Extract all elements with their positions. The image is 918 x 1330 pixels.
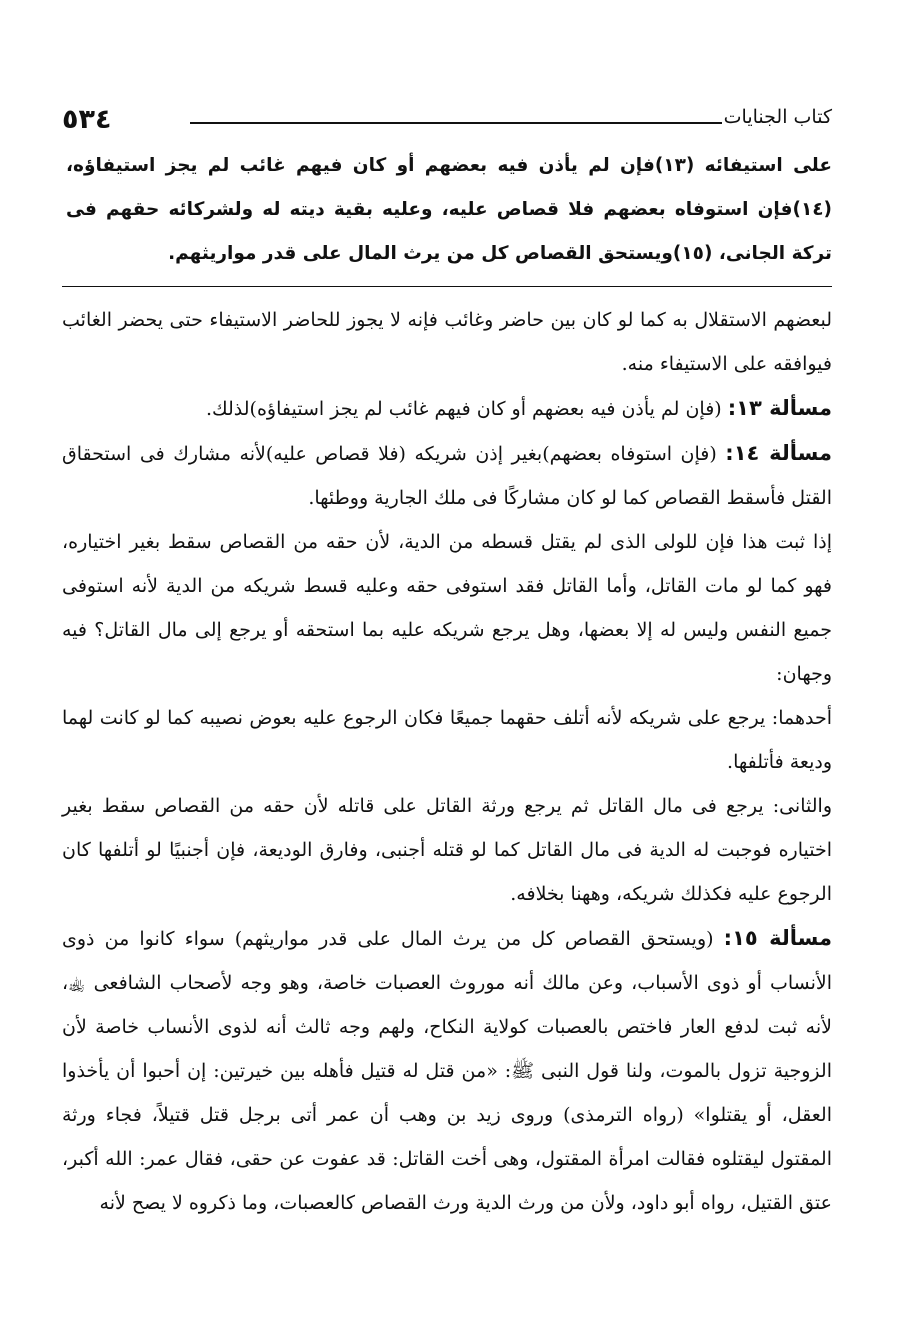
section-divider [62,286,832,287]
commentary-paragraph: أحدهما: يرجع على شريكه لأنه أتلف حقهما جميعًا فكان الرجوع عليه بعوض نصيبه كما لو كانت لهما وديعة فأتلفها. [62,707,832,773]
masala-text: (فإن استوفاه بعضهم)بغير إذن شريكه (فلا قصاص عليه)لأنه مشارك فى استحقاق القتل فأسقط القصاص كما لو كان مشاركًا فى ملك الجارية ووطئها. [62,443,832,509]
masala-13 [62,386,832,431]
masala-heading: مسألة ١٤: [725,441,832,465]
masala-heading: مسألة ١٥: [723,926,832,950]
main-text: على استيفائه (١٣)فإن لم يأذن فيه بعضهم أو كان فيهم غائب لم يجز استيفاؤه، (١٤)فإن استوفاه بعضهم فلا قصاص عليه، وعليه بقية ديته له ولشركائه حقهم فى تركة الجانى، (١٥)ويستحق القصاص كل من يرث المال على قدر مواريثهم. [66,155,832,264]
commentary [62,298,832,1225]
masala-15 [62,916,832,1225]
commentary-paragraph: لبعضهم الاستقلال به كما لو كان بين حاضر وغائب فإنه لا يجوز للحاضر الاستيفاء حتى يحضر الغائب فيوافقه على الاستيفاء منه. [62,309,832,375]
masala-text: (ويستحق القصاص كل من يرث المال على قدر مواريثهم) سواء كانوا من ذوى الأنساب أو ذوى الأسباب، وعن مالك أنه موروث العصبات خاصة، وهو وجه لأصحاب الشافعى ﵀، لأنه ثبت لدفع العار فاختص بالعصبات كولاية النكاح، ولهم وجه ثالث أنه لذوى الأنساب خاصة لأن الزوجية تزول بالموت، ولنا قول النبى ﷺ: «من قتل له قتيل فأهله بين خيرتين: إن أحبوا أن يأخذوا العقل، أو يقتلوا» (رواه الترمذى) وروى زيد بن وهب أن عمر أتى برجل قتل قتيلاً، فجاء ورثة المقتول ليقتلوه فقالت امرأة المقتول، وهى أخت القاتل: قد عفوت عن حقى، فقال عمر: الله أكبر، عتق القتيل، رواه أبو داود، ولأن من ورث الدية ورث القصاص كالعصبات، وما ذكروه لا يصح لأنه [62,928,832,1214]
book-title: كتاب الجنايات [723,106,832,128]
masala-14 [62,431,832,520]
page-number: ٥٣٤ [62,104,112,135]
header-rule [190,122,722,124]
masala-heading: مسألة ١٣: [727,396,832,420]
page-header [62,104,832,138]
commentary-paragraph: إذا ثبت هذا فإن للولى الذى لم يقتل قسطه من الدية، لأن حقه من القصاص سقط بغير اختياره، فهو كما لو مات القاتل، وأما القاتل فقد استوفى حقه وعليه قسط شريكه من الدية لأنه استوفى جميع النفس وليس له إلا بعضها، وهل يرجع شريكه عليه بما استحقه أو يرجع إلى مال القاتل؟ فيه وجهان: [62,531,832,685]
masala-text: (فإن لم يأذن فيه بعضهم أو كان فيهم غائب لم يجز استيفاؤه)لذلك. [205,398,728,420]
commentary-paragraph: والثانى: يرجع فى مال القاتل ثم يرجع ورثة القاتل على قاتله لأن حقه من القصاص سقط بغير اختياره فوجبت له الدية فى مال القاتل كما لو قتله أجنبى، وفارق الوديعة، فإن أجنبيًا لو أتلفها كان الرجوع عليه فكذلك شريكه، وههنا بخلافه. [62,795,832,905]
